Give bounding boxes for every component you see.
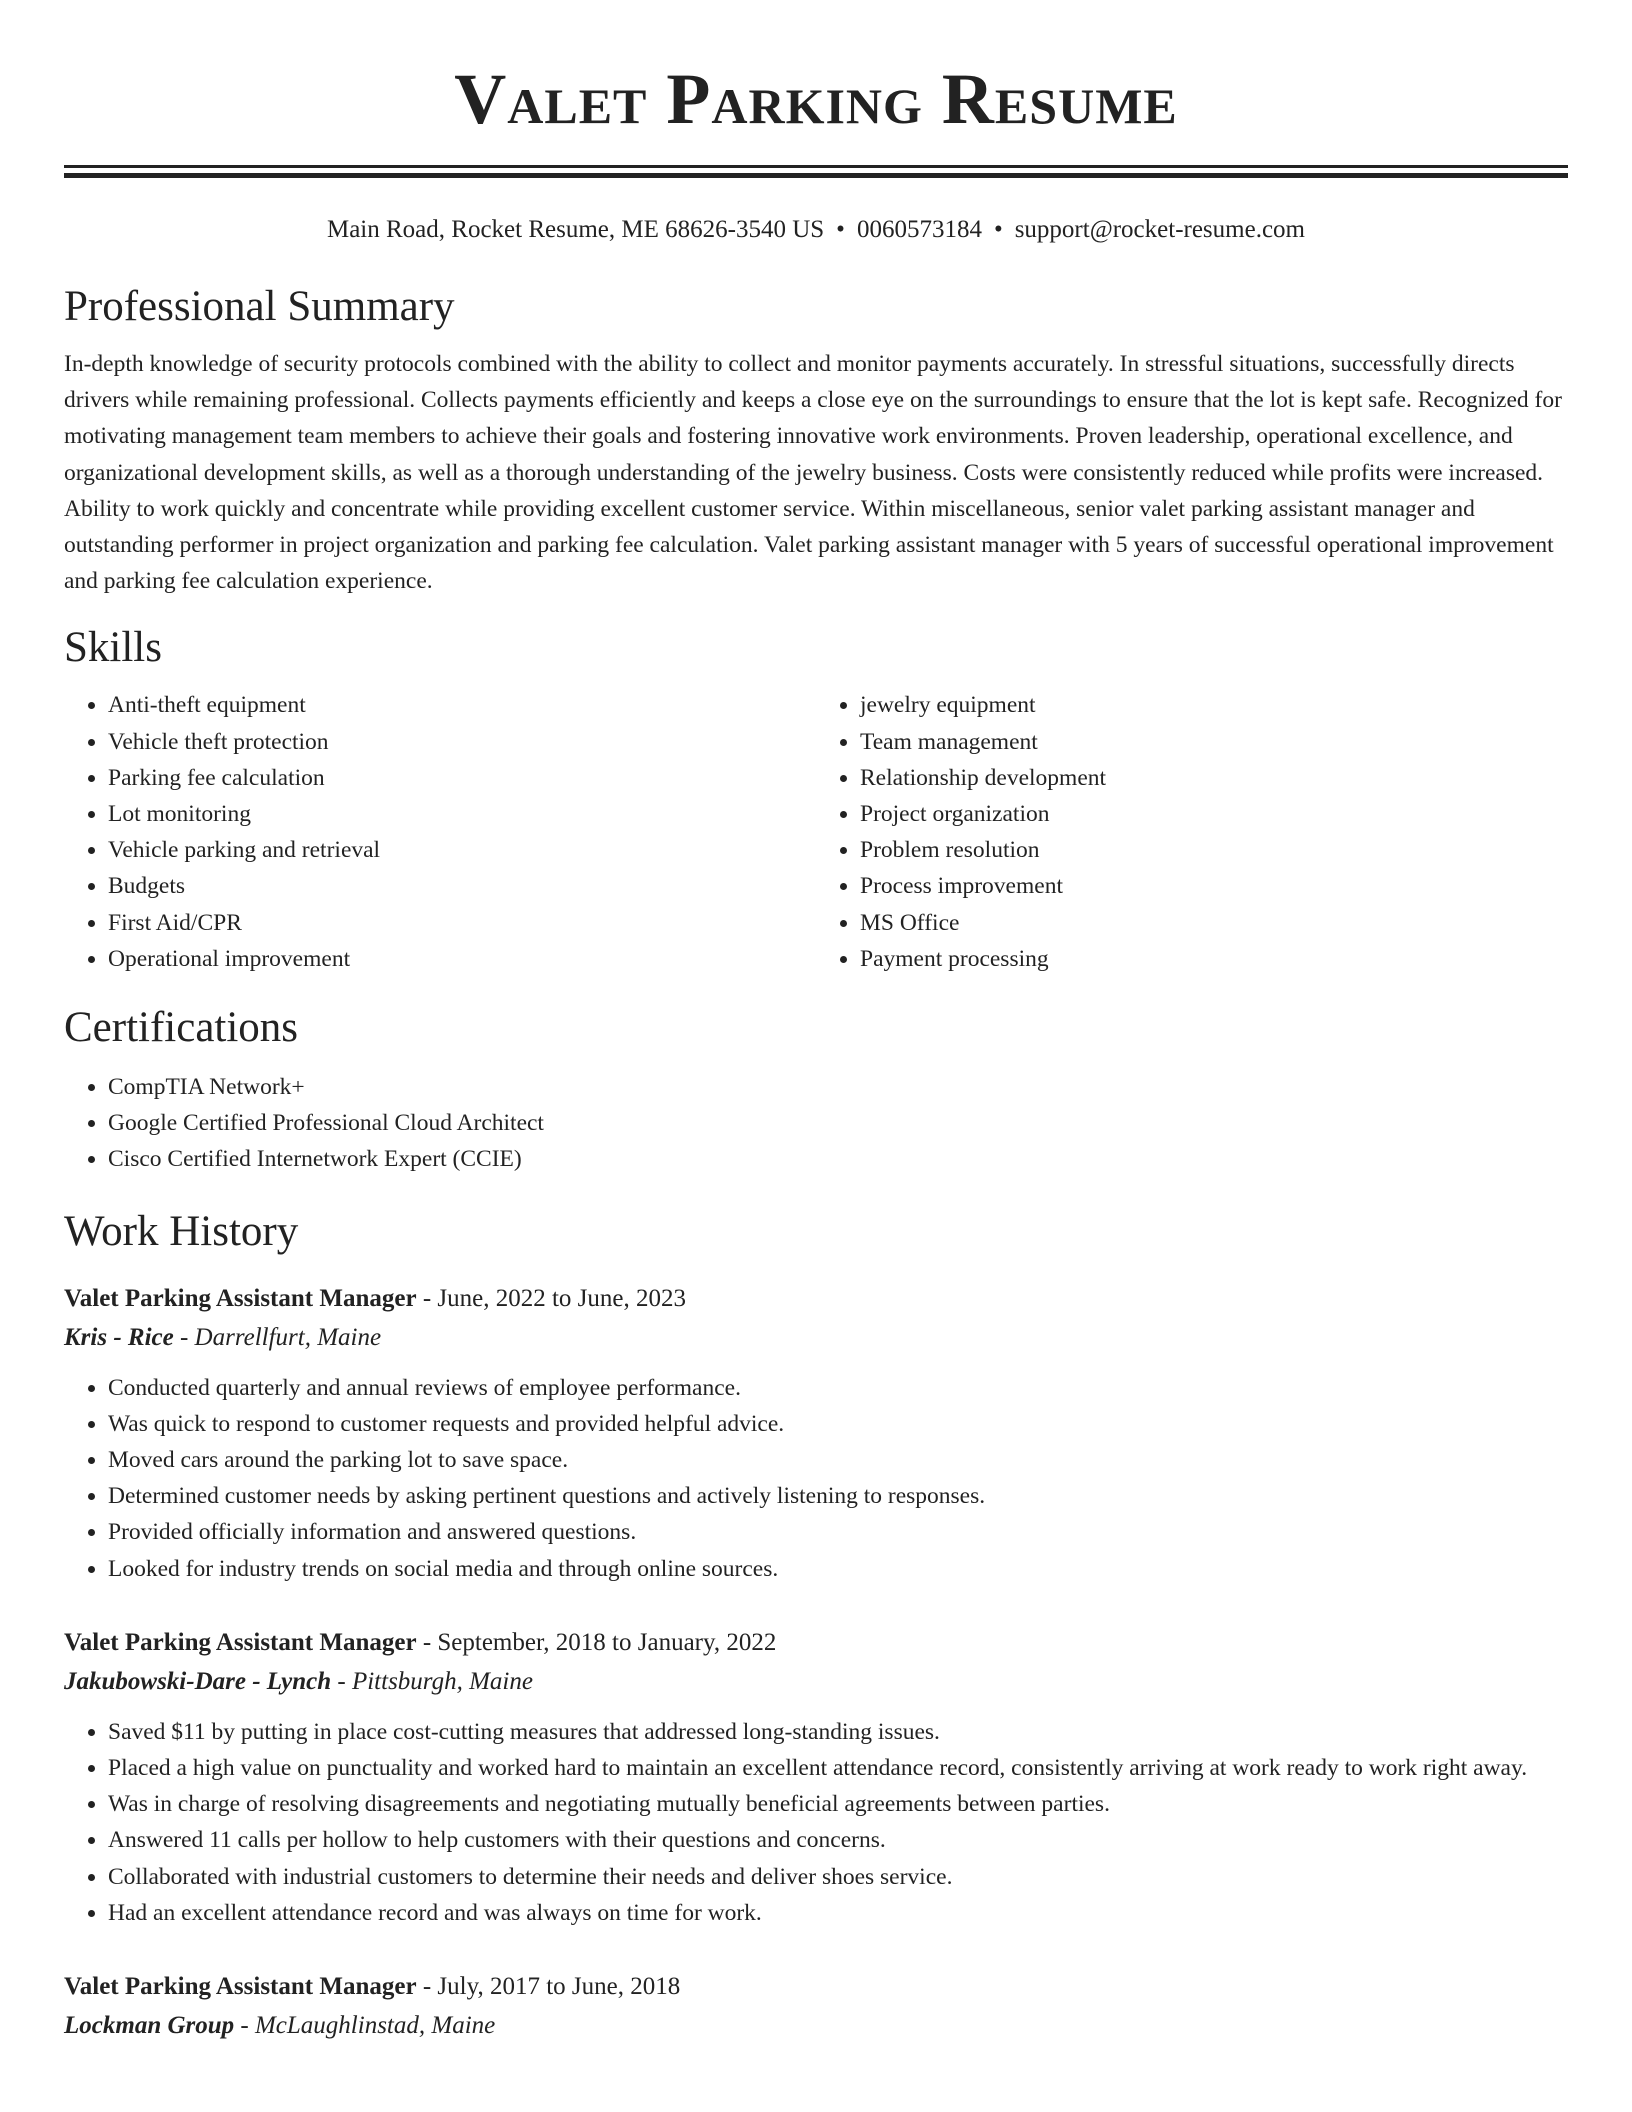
skill-item: • Budgets (108, 868, 816, 904)
job-title-line (64, 1279, 1568, 1318)
skill-item: • Problem resolution (860, 832, 1568, 868)
duty-item: • Saved $11 by putting in place cost-cutting measures that addressed long-standing issues. (108, 1714, 1568, 1750)
skill-item: • First Aid/CPR (108, 905, 816, 941)
job-duties-list (64, 1370, 1568, 1587)
duty-item: • Was in charge of resolving disagreements and negotiating mutually beneficial agreements between parties. (108, 1786, 1568, 1822)
title-rule-top (64, 165, 1568, 168)
skill-item: • Payment processing (860, 941, 1568, 977)
job-company: Lockman Group (64, 2012, 235, 2040)
job-duties-list (64, 1714, 1568, 1931)
duty-item: • Looked for industry trends on social media and through online sources. (108, 1551, 1568, 1587)
resume-title: Valet Parking Resume (454, 59, 1178, 139)
summary-heading: Professional Summary (64, 283, 455, 330)
duty-item: • Moved cars around the parking lot to save space. (108, 1442, 1568, 1478)
job-title-line (64, 1623, 1568, 1662)
duty-item: • Conducted quarterly and annual reviews of employee performance. (108, 1370, 1568, 1406)
duty-item: • Provided officially information and answered questions. (108, 1514, 1568, 1550)
skills-list-right (816, 687, 1568, 977)
certifications-list (64, 1069, 1568, 1178)
job-company: Jakubowski-Dare - Lynch (64, 1667, 332, 1695)
job-entry (64, 1279, 1568, 1587)
job-dates: - July, 2017 to June, 2018 (416, 1973, 681, 2001)
contact-phone: 0060573184 (856, 216, 982, 243)
skill-item: • Team management (860, 724, 1568, 760)
job-location: - Darrellfurt, Maine (173, 1323, 382, 1351)
duty-item: • Placed a high value on punctuality and worked hard to maintain an excellent attendance record, consistently arriving at work ready to work right away. (108, 1750, 1568, 1786)
skill-item: • Process improvement (860, 868, 1568, 904)
skills-list-left (64, 687, 816, 977)
summary-text: In-depth knowledge of security protocols combined with the ability to collect and monitor payments accurately. In stressful situations, successfully directs drivers while remaining professional. Collects payments efficiently and keeps a close eye on the surroundings to ensure that the lot is kept safe. Recognized for motivating management team members to achieve their goals and fostering innovative work environments. Proven leadership, operational excellence, and organizational development skills, as well as a thorough understanding of the jewelry business. Costs were consistently reduced while profits were increased. Ability to work quickly and concentrate while providing excellent customer service. Within miscellaneous, senior valet parking assistant manager and outstanding performer in project organization and parking fee calculation. Valet parking assistant manager with 5 years of successful operational improvement and parking fee calculation experience. (64, 351, 1562, 595)
job-company-line (64, 1318, 1568, 1357)
skill-item: • Parking fee calculation (108, 760, 816, 796)
skill-item: • Vehicle parking and retrieval (108, 832, 816, 868)
duty-item: • Collaborated with industrial customers to determine their needs and deliver shoes service. (108, 1859, 1568, 1895)
duty-item: • Determined customer needs by asking pertinent questions and actively listening to responses. (108, 1478, 1568, 1514)
certification-item: • Google Certified Professional Cloud Architect (108, 1105, 1568, 1141)
skills-columns (64, 687, 1568, 977)
job-location: - Pittsburgh, Maine (331, 1667, 533, 1695)
certification-item: • Cisco Certified Internetwork Expert (CCIE) (108, 1141, 1568, 1177)
job-location: - McLaughlinstad, Maine (234, 2012, 496, 2040)
job-entry (64, 1623, 1568, 1931)
job-title-line (64, 1967, 1568, 2006)
job-company-line (64, 2006, 1568, 2045)
skill-item: • Operational improvement (108, 941, 816, 977)
contact-separator: • (836, 216, 845, 243)
job-title: Valet Parking Assistant Manager (64, 1628, 417, 1656)
job-title: Valet Parking Assistant Manager (64, 1284, 417, 1312)
work-history-heading: Work History (64, 1207, 299, 1255)
job-company: Kris - Rice (64, 1323, 174, 1351)
skill-item: • jewelry equipment (860, 687, 1568, 723)
certifications-heading: Certifications (64, 1004, 299, 1052)
skill-item: • Anti-theft equipment (108, 687, 816, 723)
contact-line (64, 215, 1568, 245)
skill-item: • Vehicle theft protection (108, 724, 816, 760)
duty-item: • Had an excellent attendance record and was always on time for work. (108, 1895, 1568, 1931)
skill-item: • Project organization (860, 796, 1568, 832)
job-title: Valet Parking Assistant Manager (64, 1973, 417, 2001)
contact-email[interactable]: support@rocket-resume.com (1014, 216, 1305, 243)
contact-address: Main Road, Rocket Resume, ME 68626-3540 US (326, 216, 825, 243)
job-dates: - September, 2018 to January, 2022 (416, 1628, 777, 1656)
duty-item: • Answered 11 calls per hollow to help customers with their questions and concerns. (108, 1822, 1568, 1858)
skills-heading: Skills (64, 624, 162, 672)
skill-item: • Relationship development (860, 760, 1568, 796)
job-company-line (64, 1662, 1568, 1701)
skill-item: • MS Office (860, 905, 1568, 941)
contact-separator: • (993, 216, 1003, 243)
skill-item: • Lot monitoring (108, 796, 816, 832)
job-entry (64, 1967, 1568, 2045)
certification-item: • CompTIA Network+ (108, 1069, 1568, 1105)
job-dates: - June, 2022 to June, 2023 (416, 1284, 686, 1312)
duty-item: • Was quick to respond to customer requests and provided helpful advice. (108, 1406, 1568, 1442)
title-rule-bottom (64, 173, 1568, 178)
